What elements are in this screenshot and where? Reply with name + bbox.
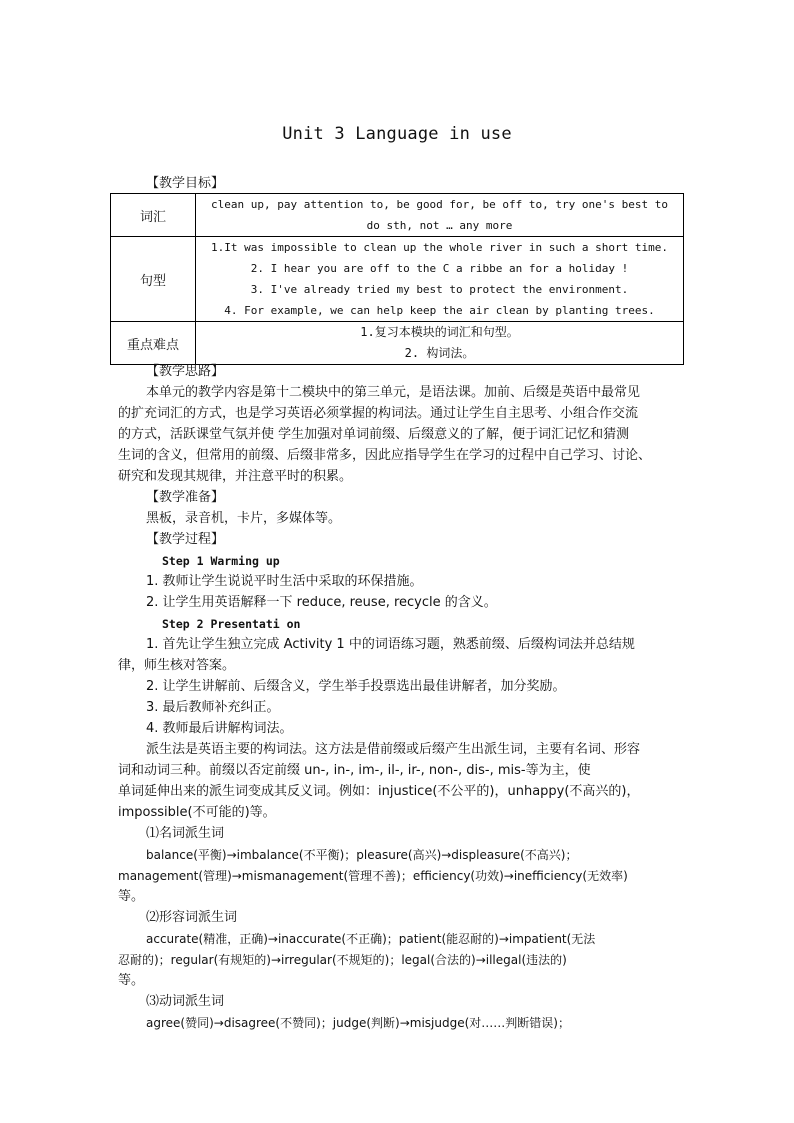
key-point-line: 2. 构词法。	[404, 346, 475, 360]
key-point-line: 1.复习本模块的词汇和句型。	[360, 325, 519, 339]
sentences-cell	[196, 237, 684, 322]
step-item: 2. 让学生用英语解释一下 reduce, reuse, recycle 的含义。	[146, 595, 497, 610]
vocab-line: clean up, pay attention to, be good for, be off to, try one's best to	[211, 198, 668, 211]
sentence-line: 2. I hear you are off to the C a ribbe an for a holiday !	[250, 262, 629, 275]
page-title: Unit 3 Language in use	[282, 124, 512, 144]
paragraph-line: 派生法是英语主要的构词法。这方法是借前缀或后缀产生出派生词，主要有名词、形容	[146, 742, 641, 757]
row-label-key-points: 重点难点	[111, 322, 196, 365]
table-row	[111, 322, 684, 365]
example-line: balance(平衡)→imbalance(不平衡)；pleasure(高兴)→displeasure(不高兴)；	[146, 848, 578, 862]
process-heading: 【教学过程】	[146, 532, 225, 547]
sentence-line: 1.It was impossible to clean up the whole river in such a short time.	[211, 241, 668, 254]
noun-heading: ⑴名词派生词	[146, 826, 225, 841]
prep-heading: 【教学准备】	[146, 490, 225, 505]
paragraph-line: 研究和发现其规律，并注意平时的积累。	[118, 469, 353, 484]
goals-heading: 【教学目标】	[146, 176, 225, 191]
paragraph-line: 词和动词三种。前缀以否定前缀 un-, in-, im-, il-, ir-, non-, dis-, mis-等为主，使	[118, 763, 591, 778]
key-points-cell	[196, 322, 684, 365]
example-line: accurate(精准，正确)→inaccurate(不正确)；patient(能忍耐的)→impatient(无法	[146, 932, 596, 946]
row-label-vocab: 词汇	[111, 194, 196, 237]
paragraph-line: 单词延伸出来的派生词变成其反义词。例如：injustice(不公平的)，unhappy(不高兴的)，	[118, 784, 640, 799]
verb-heading: ⑶动词派生词	[146, 994, 225, 1009]
step2-heading: Step 2 Presentati on	[162, 617, 301, 631]
example-line: 等。	[118, 973, 145, 988]
step-item: 4. 教师最后讲解构词法。	[146, 721, 293, 736]
step-item: 律，师生核对答案。	[118, 658, 236, 673]
table-row	[111, 194, 684, 237]
approach-heading: 【教学思路】	[146, 364, 225, 379]
prep-text: 黑板，录音机，卡片，多媒体等。	[146, 511, 342, 526]
step-item: 2. 让学生讲解前、后缀含义，学生举手投票选出最佳讲解者，加分奖励。	[146, 679, 566, 694]
sentence-line: 3. I've already tried my best to protect the environment.	[250, 283, 629, 296]
step-item: 1. 首先让学生独立完成 Activity 1 中的词语练习题，熟悉前缀、后缀构词法并总结规	[146, 637, 635, 652]
goals-table	[110, 193, 684, 365]
adj-heading: ⑵形容词派生词	[146, 910, 238, 925]
example-line: 等。	[118, 889, 145, 904]
example-line: agree(赞同)→disagree(不赞同)；judge(判断)→misjudge(对……判断错误)；	[146, 1016, 570, 1030]
row-label-sentences: 句型	[111, 237, 196, 322]
step-item: 1. 教师让学生说说平时生活中采取的环保措施。	[146, 574, 423, 589]
step1-heading: Step 1 Warming up	[162, 554, 280, 568]
paragraph-line: 的扩充词汇的方式，也是学习英语必须掌握的构词法。通过让学生自主思考、小组合作交流	[118, 406, 639, 421]
paragraph-line: 的方式，活跃课堂气氛并使 学生加强对单词前缀、后缀意义的了解，便于词汇记忆和猜测	[118, 427, 630, 442]
paragraph-line: impossible(不可能的)等。	[118, 805, 276, 820]
paragraph-line: 本单元的教学内容是第十二模块中的第三单元，是语法课。加前、后缀是英语中最常见	[146, 385, 641, 400]
step-item: 3. 最后教师补充纠正。	[146, 700, 280, 715]
sentence-line: 4. For example, we can help keep the air clean by planting trees.	[224, 304, 655, 317]
vocab-cell	[196, 194, 684, 237]
example-line: 忍耐的)；regular(有规矩的)→irregular(不规矩的)；legal(合法的)→illegal(违法的)	[118, 953, 567, 967]
vocab-line: do sth, not … any more	[366, 219, 513, 232]
example-line: management(管理)→mismanagement(管理不善)；efficiency(功效)→inefficiency(无效率)	[118, 869, 628, 883]
paragraph-line: 生词的含义，但常用的前缀、后缀非常多，因此应指导学生在学习的过程中自己学习、讨论、	[118, 448, 652, 463]
table-row	[111, 237, 684, 322]
